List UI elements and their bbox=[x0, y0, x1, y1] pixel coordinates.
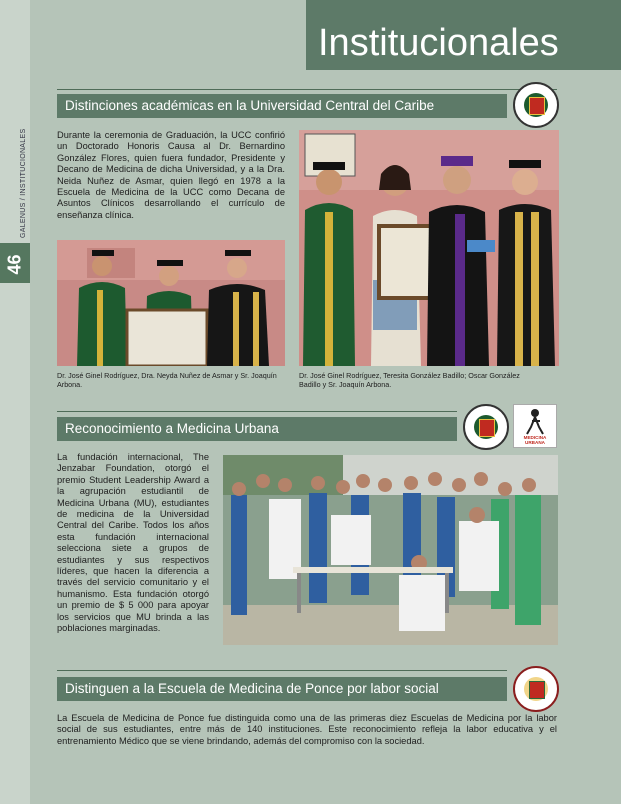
section-heading-ponce: Distinguen a la Escuela de Medicina de Ponce por labor social bbox=[57, 677, 507, 701]
photo-honoris-right bbox=[299, 130, 559, 366]
photo-honoris-left bbox=[57, 240, 285, 366]
section-rule bbox=[57, 411, 457, 412]
ponce-seal-logo bbox=[513, 666, 559, 712]
photo-medicina-urbana-group bbox=[223, 455, 558, 645]
ucc-seal-logo bbox=[463, 404, 509, 450]
page-sidebar bbox=[0, 0, 30, 804]
ucc-seal-logo bbox=[513, 82, 559, 128]
page-title: Institucionales bbox=[318, 22, 559, 64]
distinciones-body: Durante la ceremonia de Graduación, la UCC confirió un Doctorado Honoris Causa al Dr. Bernardino González Flores, quien fuera fundador, Presidente y Decano de Medicina de dicha Universidad, y a la Dra. Neida Nuñez de Asmar, quien llegó en 1978 a la Escuela de Medicina de la UCC como Decana de Asuntos Clínicos desarrollando el currículo de enseñanza clínica. bbox=[57, 130, 285, 220]
section-rule bbox=[57, 89, 557, 90]
medicina-urbana-body: La fundación internacional, The Jenzabar Foundation, otorgó el premio Student Leadership Award a la agrupación estudiantil de Medicina Urbana (MU), estudiantes de medicina de la Universidad Central del Caribe. Todos los años esta fundación internacional selecciona siete a grupos de estudiantes y sus respectivos líderes, que hacen la diferencia a través del servicio comunitario y el humanismo. Esta fundación otorgó un premio de $ 5 000 para apoyar los servicios que MU brinda a las poblaciones marginadas. bbox=[57, 452, 209, 634]
section-running-label: GALENUS / INSTITUCIONALES bbox=[20, 128, 27, 238]
caption-left: Dr. José Ginel Rodríguez, Dra. Neyda Nuñez de Asmar y Sr. Joaquín Arbona. bbox=[57, 371, 277, 389]
caption-right: Dr. José Ginel Rodríguez, Teresita González Badillo; Oscar González Badillo y Sr. Joaquín Arbona. bbox=[299, 371, 520, 389]
section-heading-distinciones: Distinciones académicas en la Universidad Central del Caribe bbox=[57, 94, 507, 118]
medicina-urbana-logo bbox=[513, 404, 557, 448]
ponce-body: La Escuela de Medicina de Ponce fue distinguida como una de las primeras diez Escuelas de Medicina por la labor social de sus estudiantes, entre más de 140 instituciones. Este reconocimiento refleja la labor educativa y el entrenamiento Médico que se viene brindando, además del compromiso con la sociedad. bbox=[57, 713, 557, 746]
medicina-urbana-logo-text: MEDICINA URBANA bbox=[523, 435, 547, 445]
section-heading-medicina-urbana: Reconocimiento a Medicina Urbana bbox=[57, 417, 457, 441]
section-rule bbox=[57, 670, 507, 671]
page-number: 46 bbox=[4, 254, 25, 275]
